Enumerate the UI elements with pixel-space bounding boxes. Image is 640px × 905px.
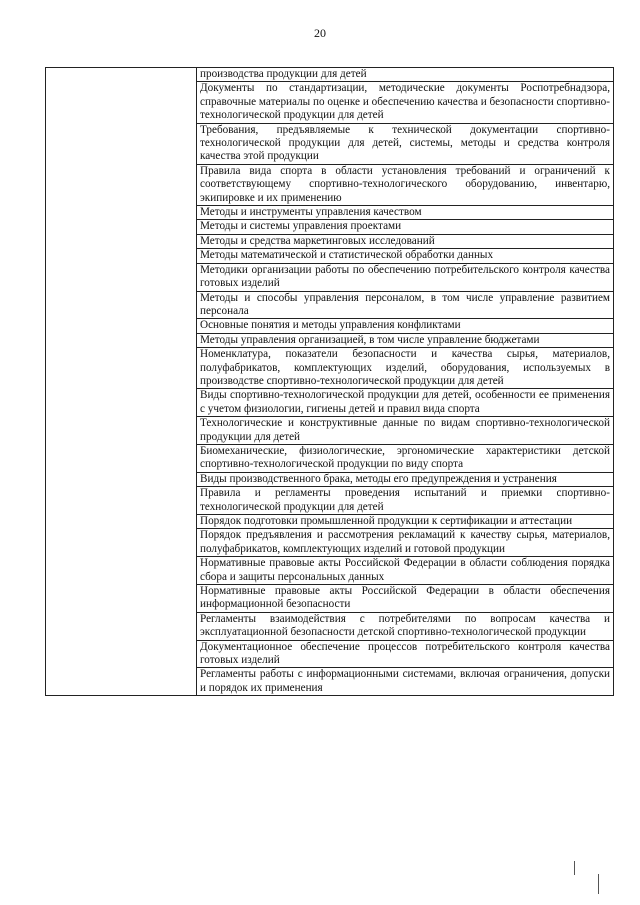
requirement-text: Методы и системы управления проектами [197,220,614,234]
requirement-text: Нормативные правовые акты Российской Федерации в области обеспечения информационной безопасности [197,585,614,613]
requirement-text: Нормативные правовые акты Российской Федерации в области соблюдения порядка сбора и защиты персональных данных [197,557,614,585]
requirement-text: Методы и средства маркетинговых исследований [197,234,614,248]
requirement-text: Порядок предъявления и рассмотрения рекламаций к качеству сырья, материалов, полуфабрикатов, комплектующих изделий и готовой продукции [197,529,614,557]
requirement-text: Методы и инструменты управления качеством [197,206,614,220]
requirement-text: Методы управления организацией, в том числе управление бюджетами [197,333,614,347]
requirement-text: Документы по стандартизации, методические документы Роспотребнадзора, справочные материалы по оценке и обеспечению качества и безопасности спортивно-технологической продукции для детей [197,82,614,123]
requirements-table [45,67,614,696]
requirement-text: Методы математической и статистической обработки данных [197,249,614,263]
scan-artifact [574,861,575,875]
requirement-text: Методики организации работы по обеспечению потребительского контроля качества готовых изделий [197,263,614,291]
requirement-text: Порядок подготовки промышленной продукции к сертификации и аттестации [197,515,614,529]
requirement-text: Виды производственного брака, методы его предупреждения и устранения [197,472,614,486]
requirement-text: Регламенты работы с информационными системами, включая ограничения, допуски и порядок их применения [197,668,614,696]
requirement-text: Правила и регламенты проведения испытаний и приемки спортивно-технологической продукции для детей [197,487,614,515]
requirement-text: Технологические и конструктивные данные по видам спортивно-технологической продукции для детей [197,417,614,445]
requirement-text: производства продукции для детей [197,68,614,82]
requirement-text: Биомеханические, физиологические, эргономические характеристики детской спортивно-технологической продукции по виду спорта [197,444,614,472]
scan-artifact [598,874,599,894]
requirement-text: Номенклатура, показатели безопасности и качества сырья, материалов, полуфабрикатов, комплектующих изделий, оборудования, используемых в производстве спортивно-технологической продукции для детей [197,348,614,389]
requirement-row [46,68,614,82]
requirement-text: Основные понятия и методы управления конфликтами [197,319,614,333]
requirement-text: Требования, предъявляемые к технической документации спортивно-технологической продукции для детей, системы, методы и средства контроля качества этой продукции [197,123,614,164]
requirement-text: Регламенты взаимодействия с потребителями по вопросам качества и эксплуатационной безопасности детской спортивно-технологической продукции [197,612,614,640]
requirement-text: Методы и способы управления персоналом, в том числе управление развитием персонала [197,291,614,319]
requirement-text: Виды спортивно-технологической продукции для детей, особенности ее применения с учетом физиологии, гигиены детей и правил вида спорта [197,389,614,417]
requirement-text: Документационное обеспечение процессов потребительского контроля качества готовых изделий [197,640,614,668]
page-number: 20 [314,26,326,40]
requirement-text: Правила вида спорта в области установления требований и ограничений к соответствующему спортивно-технологического оборудованию, инвентарю, экипировке и их применению [197,164,614,205]
requirements-table-body [46,68,614,696]
empty-label-cell [46,68,197,696]
